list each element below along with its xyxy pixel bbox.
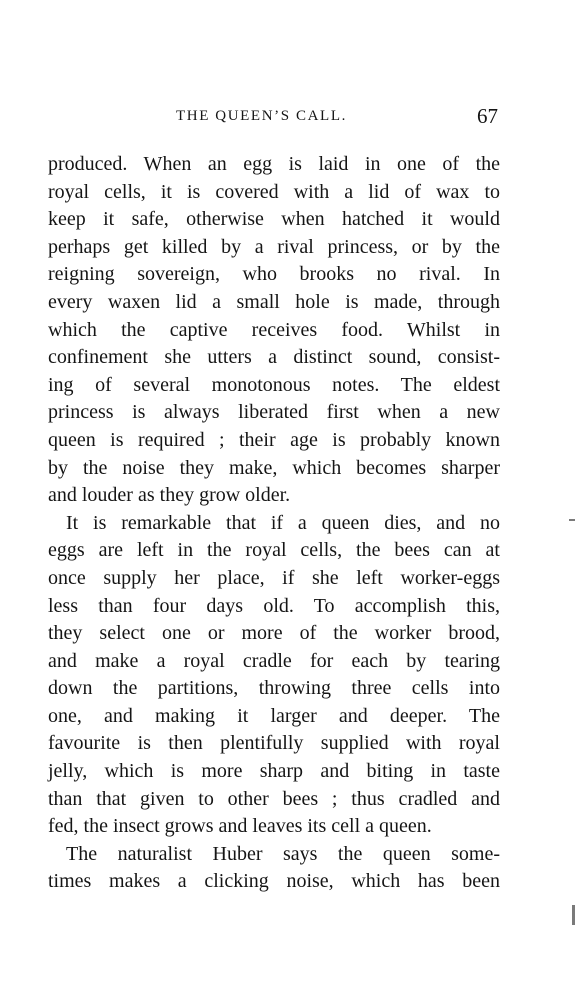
scan-edge-mark xyxy=(572,905,575,925)
paragraph-start-line: It is remarkable that if a queen dies, and no xyxy=(66,511,500,534)
scan-edge-mark xyxy=(569,519,575,521)
text-line: perhaps get killed by a rival princess, or by the xyxy=(48,235,500,258)
body-text xyxy=(48,151,500,896)
text-line: ing of several monotonous notes. The eldest xyxy=(48,373,500,396)
text-line: by the noise they make, which becomes sharper xyxy=(48,456,500,479)
text-line: less than four days old. To accomplish this, xyxy=(48,594,500,617)
page-number: 67 xyxy=(477,104,498,128)
paragraph-end-line: fed, the insect grows and leaves its cell a queen. xyxy=(48,815,432,838)
text-line: jelly, which is more sharp and biting in taste xyxy=(48,760,500,783)
text-line: times makes a clicking noise, which has been xyxy=(48,870,500,893)
text-line: keep it safe, otherwise when hatched it would xyxy=(48,208,500,231)
text-line: queen is required ; their age is probably known xyxy=(48,428,500,451)
text-line: reigning sovereign, who brooks no rival. In xyxy=(48,263,500,286)
text-line: produced. When an egg is laid in one of the xyxy=(48,153,500,175)
text-line: they select one or more of the worker brood, xyxy=(48,622,500,645)
text-line: and make a royal cradle for each by tearing xyxy=(48,649,500,672)
paragraph-start-line: The naturalist Huber says the queen some- xyxy=(66,842,500,865)
text-line: down the partitions, throwing three cells into xyxy=(48,677,500,700)
text-line: favourite is then plentifully supplied with royal xyxy=(48,732,500,755)
text-line: eggs are left in the royal cells, the bees can at xyxy=(48,539,500,562)
text-line: every waxen lid a small hole is made, through xyxy=(48,290,500,313)
text-line: which the captive receives food. Whilst in xyxy=(48,318,500,341)
text-line: one, and making it larger and deeper. The xyxy=(48,704,500,727)
text-line: royal cells, it is covered with a lid of wax to xyxy=(48,180,500,203)
text-line: than that given to other bees ; thus cradled and xyxy=(48,787,500,810)
text-line: once supply her place, if she left worker-eggs xyxy=(48,566,500,589)
page-header xyxy=(48,104,500,134)
text-line: confinement she utters a distinct sound, consist- xyxy=(48,346,500,369)
running-title: THE QUEEN’S CALL. xyxy=(176,108,347,124)
text-line: princess is always liberated first when a new xyxy=(48,401,500,424)
paragraph-end-line: and louder as they grow older. xyxy=(48,484,291,507)
